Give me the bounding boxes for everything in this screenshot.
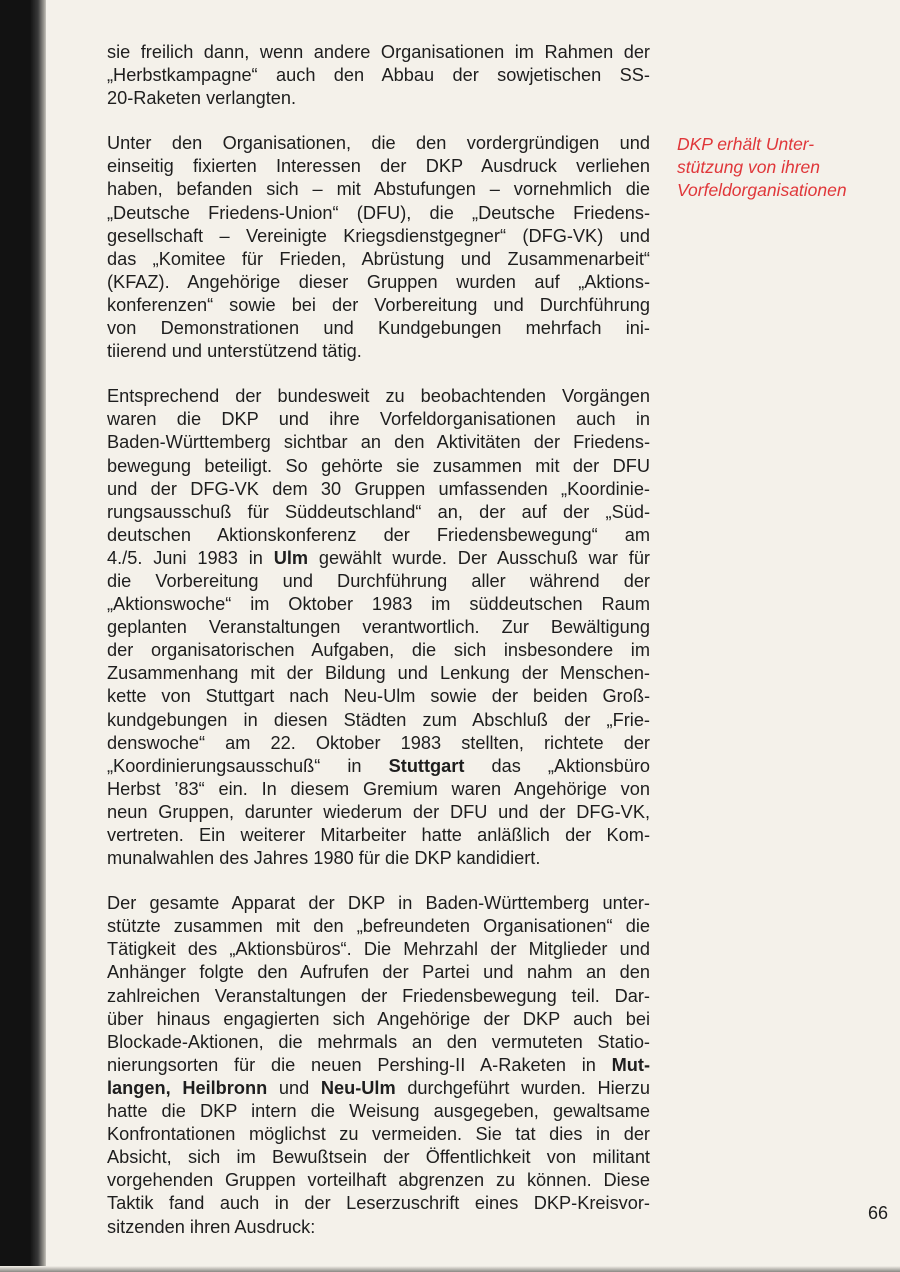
text-segment: und	[267, 1077, 321, 1098]
book-spine-shadow	[0, 0, 46, 1272]
text-line: munalwahlen des Jahres 1980 für die DKP kandidiert.	[107, 848, 541, 869]
sidenote-line: Vorfeldorganisationen	[677, 180, 847, 200]
text-line: 20-Raketen verlangten.	[107, 88, 297, 109]
text-line: konferenzen“ sowie bei der Vorbereitung und Durchführung	[107, 294, 650, 315]
text-line: denswoche“ am 22. Oktober 1983 stellten, richtete der	[107, 732, 650, 753]
text-line: von Demonstrationen und Kundgebungen mehrfach ini-	[107, 318, 650, 339]
text-segment: nierungsorten für die neuen Pershing-II A-Raketen in	[107, 1054, 612, 1075]
paragraph	[107, 892, 650, 1238]
text-line: Tätigkeit des „Aktionsbüros“. Die Mehrzahl der Mitglieder und	[107, 939, 650, 960]
sidenote-line: stützung von ihren	[677, 157, 821, 177]
page-bottom-edge	[0, 1266, 900, 1272]
text-line: stützte zusammen mit den „befreundeten Organisationen“ die	[107, 916, 650, 937]
body-text-column	[107, 41, 650, 1261]
text-line: kette von Stuttgart nach Neu-Ulm sowie der beiden Groß-	[107, 686, 650, 707]
text-line: sie freilich dann, wenn andere Organisationen im Rahmen der	[107, 42, 650, 62]
sidenote-line: DKP erhält Unter-	[677, 134, 815, 154]
text-segment: gewählt wurde. Der Ausschuß war für	[308, 547, 650, 568]
text-line: einseitig fixierten Interessen der DKP Ausdruck verliehen	[107, 156, 650, 177]
margin-sidenote	[677, 133, 877, 202]
text-line: vorgehenden Gruppen vorteilhaft abgrenzen zu können. Diese	[107, 1170, 650, 1191]
text-line: Herbst ’83“ ein. In diesem Gremium waren Angehörige von	[107, 778, 650, 799]
bold-place-name: Neu-Ulm	[320, 1077, 396, 1098]
text-line: „Herbstkampagne“ auch den Abbau der sowjetischen SS-	[107, 65, 650, 86]
text-line: Zusammenhang mit der Bildung und Lenkung der Menschen-	[107, 663, 650, 684]
text-line: der organisatorischen Aufgaben, die sich insbesondere im	[107, 640, 650, 661]
page-number: 66	[868, 1203, 889, 1223]
text-line: tiierend und unterstützend tätig.	[107, 341, 362, 362]
text-line: haben, befanden sich – mit Abstufungen – vornehmlich die	[107, 179, 650, 200]
bold-place-name: Mut-	[611, 1054, 650, 1075]
text-line: geplanten Veranstaltungen verantwortlich. Zur Bewältigung	[107, 617, 650, 638]
text-line: Blockade-Aktionen, die mehrmals an den vermuteten Statio-	[107, 1031, 650, 1052]
text-line: neun Gruppen, darunter wiederum der DFU und der DFG-VK,	[107, 801, 650, 822]
text-line: rungsausschuß für Süddeutschland“ an, der auf der „Süd-	[107, 501, 650, 522]
text-line	[107, 1054, 650, 1077]
text-line: vertreten. Ein weiterer Mitarbeiter hatte anläßlich der Kom-	[107, 825, 650, 845]
text-line: Absicht, sich im Bewußtsein der Öffentlichkeit von militant	[107, 1147, 650, 1168]
text-line: „Aktionswoche“ im Oktober 1983 im süddeutschen Raum	[107, 594, 650, 615]
text-line: über hinaus engagierten sich Angehörige der DKP auch bei	[107, 1008, 650, 1029]
bold-place-name: langen, Heilbronn	[107, 1077, 268, 1098]
text-line: Baden-Württemberg sichtbar an den Aktivitäten der Friedens-	[107, 432, 650, 453]
text-segment: 4./5. Juni 1983 in	[107, 547, 274, 568]
paragraph	[107, 132, 650, 363]
bold-place-name: Stuttgart	[388, 755, 465, 776]
text-line: zahlreichen Veranstaltungen der Friedensbewegung teil. Dar-	[107, 985, 650, 1006]
text-line: deutschen Aktionskonferenz der Friedensbewegung“ am	[107, 524, 650, 545]
text-line: die Vorbereitung und Durchführung aller während der	[107, 570, 650, 591]
text-segment: „Koordinierungsausschuß“ in	[107, 755, 389, 776]
text-line: Konfrontationen möglichst zu vermeiden. Sie tat dies in der	[107, 1124, 650, 1145]
text-line: waren die DKP und ihre Vorfeldorganisationen auch in	[107, 409, 650, 430]
text-line: Anhänger folgte den Aufrufen der Partei und nahm an den	[107, 962, 650, 983]
text-line: „Deutsche Friedens-Union“ (DFU), die „Deutsche Friedens-	[107, 202, 650, 223]
text-segment: durchgeführt wurden. Hierzu	[395, 1077, 651, 1098]
paragraph	[107, 41, 650, 110]
text-segment: das „Aktionsbüro	[464, 755, 650, 776]
text-line: gesellschaft – Vereinigte Kriegsdienstgegner“ (DFG-VK) und	[107, 225, 650, 246]
text-line: Der gesamte Apparat der DKP in Baden-Württemberg unter-	[107, 893, 650, 914]
text-line: Taktik fand auch in der Leserzuschrift eines DKP-Kreisvor-	[107, 1193, 650, 1214]
text-line: sitzenden ihren Ausdruck:	[107, 1216, 316, 1237]
text-line	[107, 1077, 650, 1100]
text-line: Entsprechend der bundesweit zu beobachtenden Vorgängen	[107, 386, 650, 407]
text-line: Unter den Organisationen, die den vordergründigen und	[107, 133, 650, 154]
bold-place-name: Ulm	[273, 547, 309, 568]
text-line	[107, 547, 650, 570]
text-line: das „Komitee für Frieden, Abrüstung und Zusammenarbeit“	[107, 248, 650, 269]
paragraph	[107, 385, 650, 870]
text-line	[107, 755, 650, 778]
text-line: hatte die DKP intern die Weisung ausgegeben, gewaltsame	[107, 1101, 650, 1122]
text-line: (KFAZ). Angehörige dieser Gruppen wurden auf „Aktions-	[107, 271, 650, 292]
text-line: bewegung beteiligt. So gehörte sie zusammen mit der DFU	[107, 455, 650, 476]
text-line: kundgebungen in diesen Städten zum Abschluß der „Frie-	[107, 709, 650, 730]
text-line: und der DFG-VK dem 30 Gruppen umfassenden „Koordinie-	[107, 478, 650, 499]
